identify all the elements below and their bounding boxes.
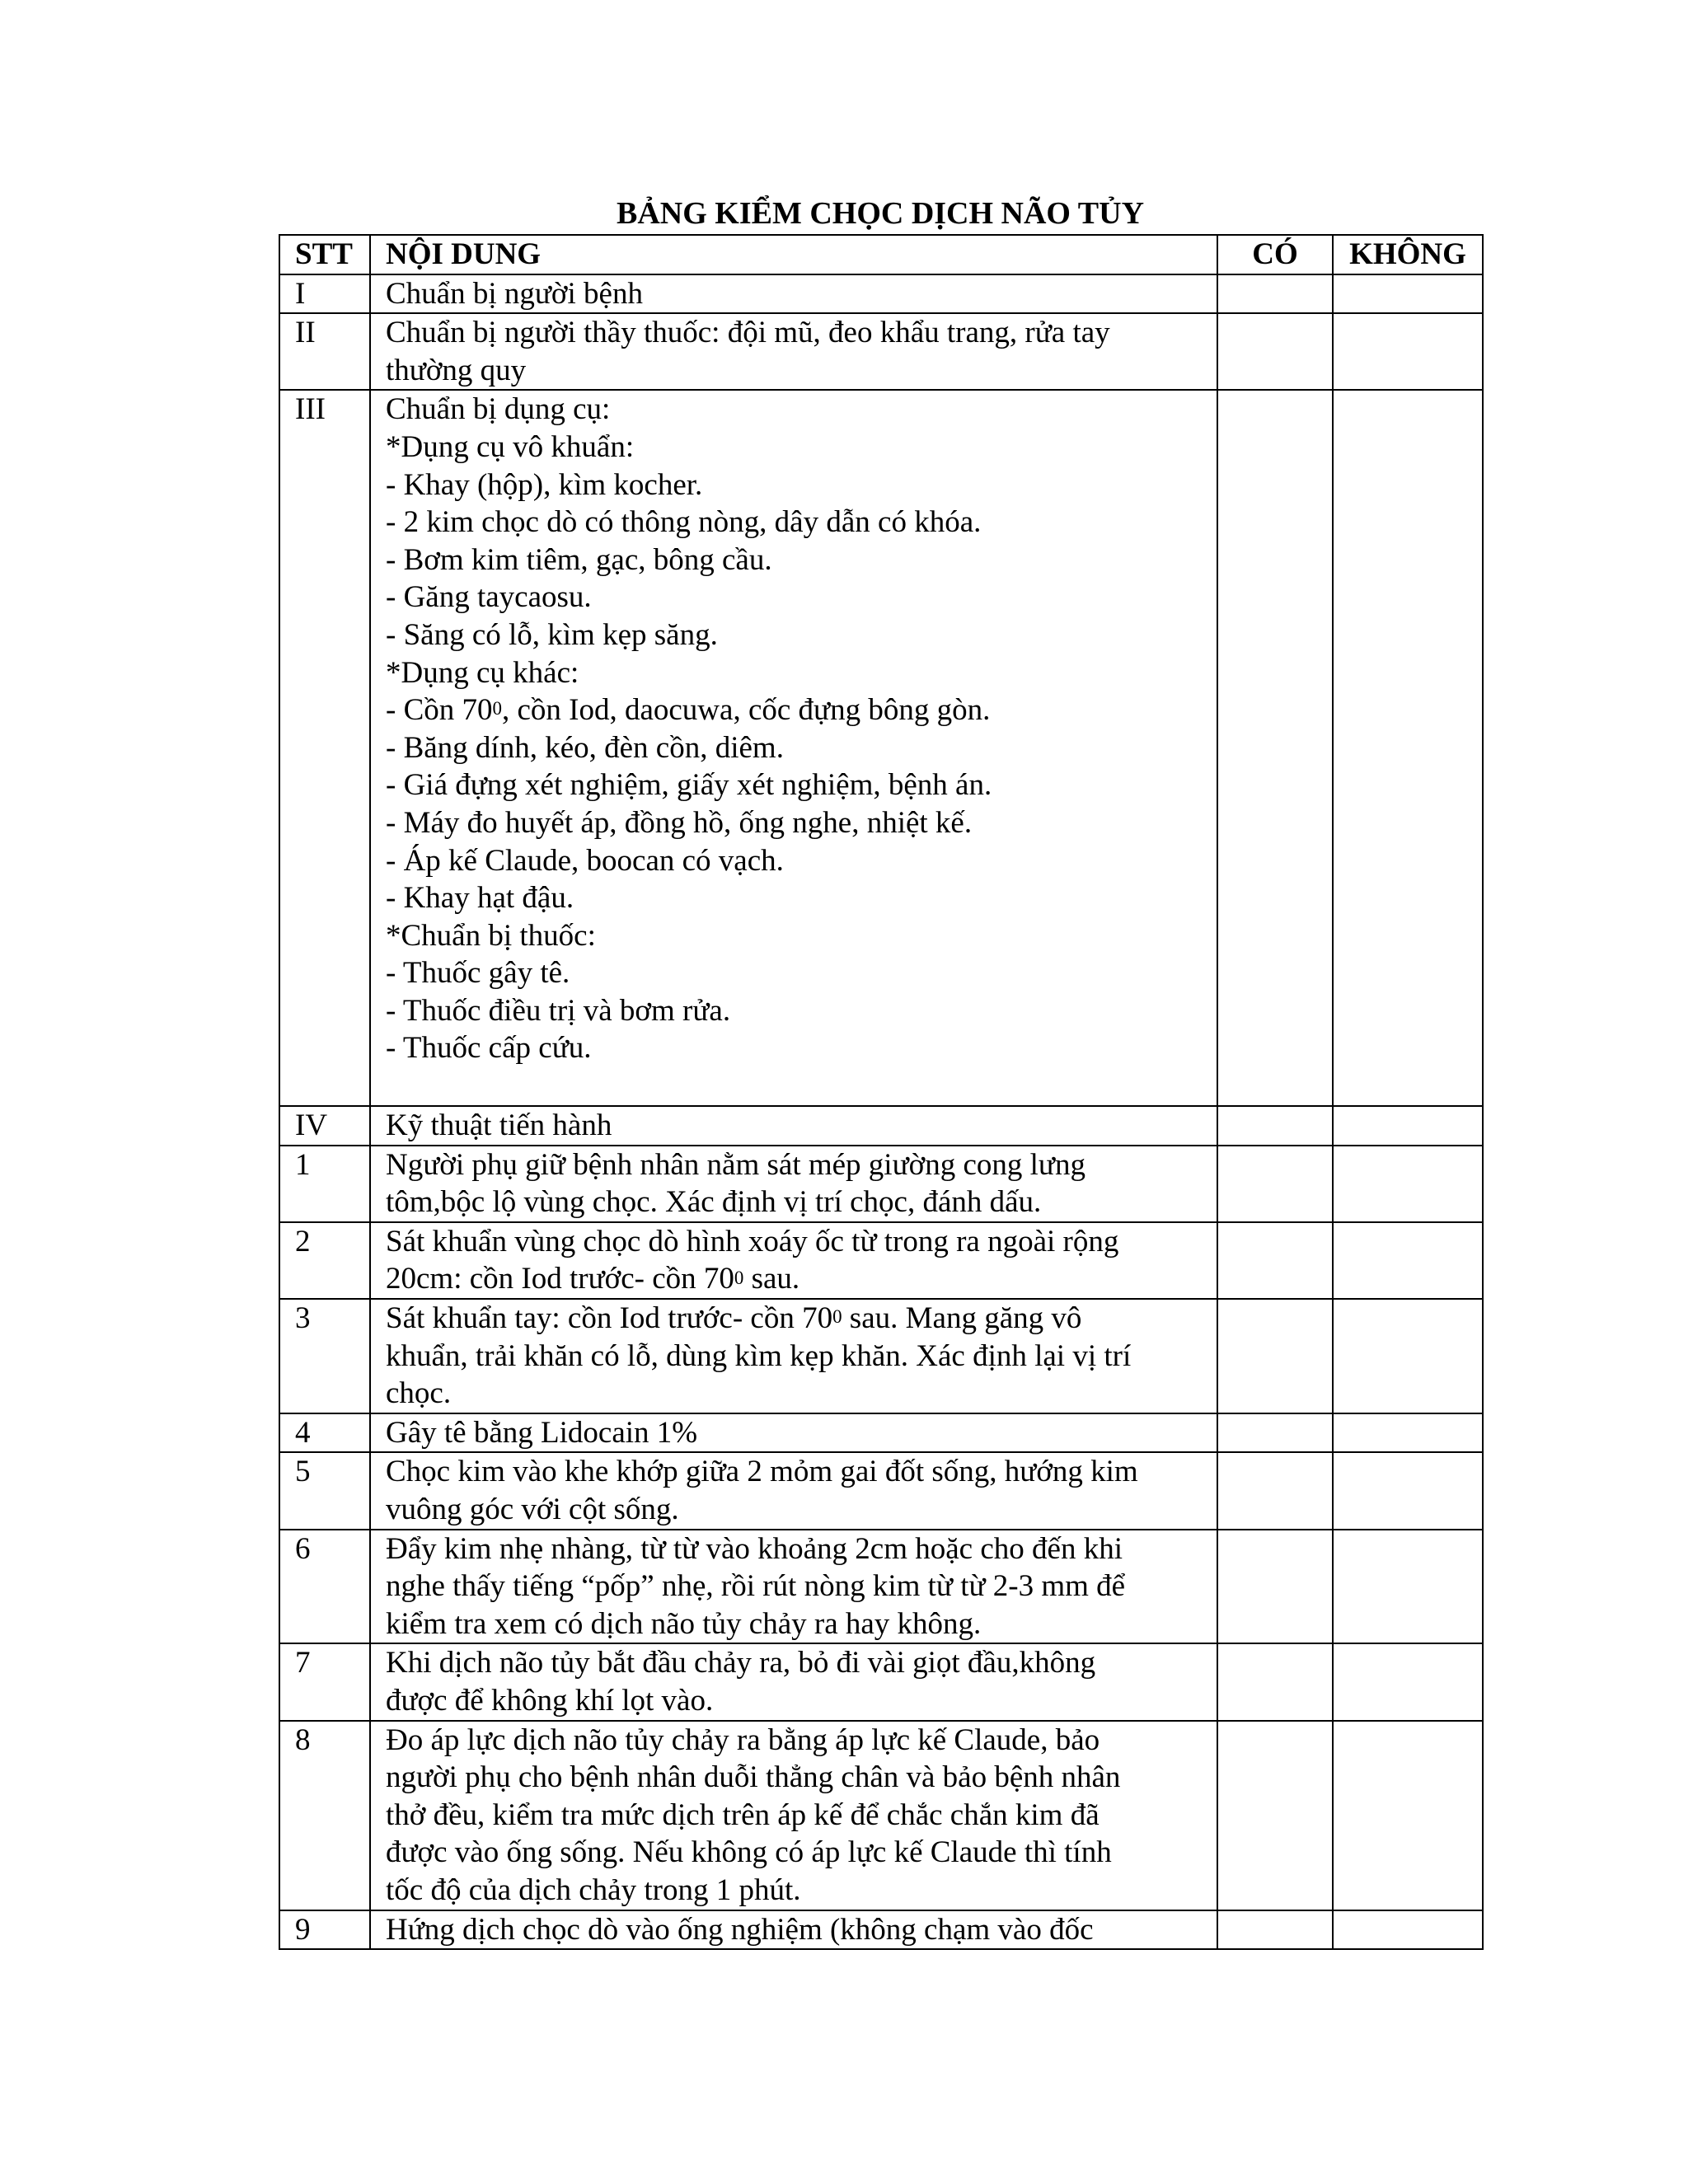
table-row — [279, 1106, 1483, 1146]
row-khong-cell[interactable] — [1333, 1146, 1483, 1222]
content-line: tốc độ của dịch chảy trong 1 phút. — [386, 1872, 801, 1907]
row-co-cell[interactable] — [1217, 1299, 1333, 1413]
content-line: - Áp kế Claude, boocan có vạch. — [386, 843, 784, 878]
row-stt: 5 — [279, 1452, 370, 1529]
content-line: *Chuẩn bị thuốc: — [386, 918, 596, 953]
content-line: Đẩy kim nhẹ nhàng, từ từ vào khoảng 2cm hoặc cho đến khi — [386, 1531, 1123, 1566]
row-khong-cell[interactable] — [1333, 1530, 1483, 1644]
table-row — [279, 390, 1483, 1106]
row-stt: 9 — [279, 1910, 370, 1950]
content-line: - Bơm kim tiêm, gạc, bông cầu. — [386, 542, 772, 577]
content-line: - Giá đựng xét nghiệm, giấy xét nghiệm, bệnh án. — [386, 768, 992, 803]
row-khong-cell[interactable] — [1333, 274, 1483, 314]
row-khong-cell[interactable] — [1333, 1452, 1483, 1529]
content-line: - Thuốc gây tê. — [386, 956, 570, 991]
row-khong-cell[interactable] — [1333, 1299, 1483, 1413]
row-stt: 4 — [279, 1413, 370, 1453]
row-co-cell[interactable] — [1217, 1721, 1333, 1910]
row-khong-cell[interactable] — [1333, 1721, 1483, 1910]
superscript-degree: 0 — [832, 1306, 842, 1328]
content-line: - Săng có lỗ, kìm kẹp săng. — [386, 617, 718, 652]
row-stt: III — [279, 390, 370, 1106]
row-khong-cell[interactable] — [1333, 1222, 1483, 1299]
content-line: Người phụ giữ bệnh nhân nằm sát mép giường cong lưng — [386, 1147, 1085, 1182]
row-stt: IV — [279, 1106, 370, 1146]
content-text: sau. — [743, 1262, 800, 1296]
row-noi-dung — [370, 1106, 1217, 1146]
content-line: Chuẩn bị người bệnh — [386, 276, 643, 311]
document-title: BẢNG KIỂM CHỌC DỊCH NÃO TỦY — [616, 196, 1145, 231]
content-text: , cồn Iod, daocuwa, cốc đựng bông gòn. — [501, 693, 991, 728]
row-co-cell[interactable] — [1217, 1146, 1333, 1222]
row-noi-dung — [370, 313, 1217, 390]
row-stt: 3 — [279, 1299, 370, 1413]
row-noi-dung — [370, 1530, 1217, 1644]
content-line: kiểm tra xem có dịch não tủy chảy ra hay không. — [386, 1606, 982, 1641]
row-noi-dung — [370, 1413, 1217, 1453]
table-row — [279, 1530, 1483, 1644]
content-line: vuông góc với cột sống. — [386, 1493, 679, 1526]
row-co-cell[interactable] — [1217, 1413, 1333, 1453]
row-stt: 7 — [279, 1643, 370, 1720]
row-co-cell[interactable] — [1217, 1222, 1333, 1299]
content-line: Gây tê bằng Lidocain 1% — [386, 1415, 698, 1450]
row-co-cell[interactable] — [1217, 1106, 1333, 1146]
content-line: - Găng taycaosu. — [386, 580, 592, 615]
content-line: khuẩn, trải khăn có lỗ, dùng kìm kẹp khăn. Xác định lại vị trí — [386, 1338, 1132, 1373]
content-line: Chuẩn bị dụng cụ: — [386, 392, 611, 427]
row-stt: 8 — [279, 1721, 370, 1910]
header-khong: KHÔNG — [1333, 235, 1483, 274]
content-line: Kỹ thuật tiến hành — [386, 1108, 612, 1143]
content-line: tôm,bộc lộ vùng chọc. Xác định vị trí chọc, đánh dấu. — [386, 1185, 1042, 1220]
header-noi-dung: NỘI DUNG — [370, 235, 1217, 274]
content-line: - Thuốc cấp cứu. — [386, 1031, 592, 1066]
row-khong-cell[interactable] — [1333, 1413, 1483, 1453]
row-stt: II — [279, 313, 370, 390]
content-line: nghe thấy tiếng “pốp” nhẹ, rồi rút nòng kim từ từ 2-3 mm để — [386, 1569, 1126, 1604]
table-row — [279, 1721, 1483, 1910]
table-row — [279, 313, 1483, 390]
row-stt: I — [279, 274, 370, 314]
row-noi-dung — [370, 1910, 1217, 1950]
content-line: - Khay hạt đậu. — [386, 881, 574, 916]
content-line: thường quy — [386, 353, 527, 387]
content-line: - Băng dính, kéo, đèn cồn, diêm. — [386, 730, 784, 765]
content-line: *Dụng cụ vô khuẩn: — [386, 429, 635, 464]
row-noi-dung — [370, 1643, 1217, 1720]
content-text: 20cm: cồn Iod trước- cồn 70 — [386, 1262, 734, 1296]
content-text: - Cồn 70 — [386, 693, 493, 728]
row-khong-cell[interactable] — [1333, 313, 1483, 390]
row-stt: 1 — [279, 1146, 370, 1222]
superscript-degree: 0 — [492, 698, 502, 719]
content-line: *Dụng cụ khác: — [386, 655, 579, 690]
content-line: - Thuốc điều trị và bơm rửa. — [386, 993, 731, 1028]
table-row — [279, 1222, 1483, 1299]
content-text: Sát khuẩn tay: cồn Iod trước- cồn 70 — [386, 1301, 833, 1336]
row-co-cell[interactable] — [1217, 1452, 1333, 1529]
row-noi-dung — [370, 390, 1217, 1106]
content-line — [386, 691, 1202, 729]
content-line: Khi dịch não tủy bắt đầu chảy ra, bỏ đi vài giọt đầu,không — [386, 1646, 1096, 1680]
content-line: được để không khí lọt vào. — [386, 1683, 714, 1718]
content-line: được vào ống sống. Nếu không có áp lực kế Claude thì tính — [386, 1835, 1112, 1870]
row-noi-dung — [370, 1299, 1217, 1413]
row-co-cell[interactable] — [1217, 274, 1333, 314]
row-noi-dung — [370, 1146, 1217, 1222]
table-body — [279, 274, 1483, 1950]
table-row — [279, 1643, 1483, 1720]
row-noi-dung — [370, 1222, 1217, 1299]
content-line: thở đều, kiểm tra mức dịch trên áp kế để chắc chắn kim đã — [386, 1797, 1100, 1832]
row-noi-dung — [370, 274, 1217, 314]
row-co-cell[interactable] — [1217, 1910, 1333, 1950]
table-row — [279, 1413, 1483, 1453]
table-row — [279, 1299, 1483, 1413]
row-co-cell[interactable] — [1217, 1643, 1333, 1720]
header-co: CÓ — [1217, 235, 1333, 274]
content-line: Chọc kim vào khe khớp giữa 2 mỏm gai đốt sống, hướng kim — [386, 1455, 1138, 1489]
content-line: - 2 kim chọc dò có thông nòng, dây dẫn có khóa. — [386, 505, 982, 540]
table-header-row — [279, 235, 1483, 274]
row-co-cell[interactable] — [1217, 1530, 1333, 1644]
superscript-degree: 0 — [734, 1267, 744, 1288]
content-line: người phụ cho bệnh nhân duỗi thẳng chân và bảo bệnh nhân — [386, 1760, 1121, 1795]
row-khong-cell[interactable] — [1333, 1643, 1483, 1720]
table-row — [279, 1910, 1483, 1950]
row-khong-cell[interactable] — [1333, 390, 1483, 1106]
content-line: Đo áp lực dịch não tủy chảy ra bằng áp lực kế Claude, bảo — [386, 1722, 1100, 1757]
content-line: Chuẩn bị người thầy thuốc: đội mũ, đeo khẩu trang, rửa tay — [386, 316, 1110, 350]
content-line: - Máy đo huyết áp, đồng hồ, ống nghe, nhiệt kế. — [386, 805, 973, 840]
checklist-table — [279, 234, 1484, 1950]
row-khong-cell[interactable] — [1333, 1910, 1483, 1950]
row-stt: 2 — [279, 1222, 370, 1299]
content-line: Hứng dịch chọc dò vào ống nghiệm (không chạm vào đốc — [386, 1912, 1094, 1947]
row-noi-dung — [370, 1721, 1217, 1910]
content-line — [386, 1300, 1202, 1338]
table-row — [279, 274, 1483, 314]
row-co-cell[interactable] — [1217, 390, 1333, 1106]
table-row — [279, 1146, 1483, 1222]
content-line — [386, 1260, 1202, 1298]
content-line: - Khay (hộp), kìm kocher. — [386, 467, 703, 502]
row-co-cell[interactable] — [1217, 313, 1333, 390]
header-stt: STT — [279, 235, 370, 274]
table-row — [279, 1452, 1483, 1529]
row-stt: 6 — [279, 1530, 370, 1644]
blank-line — [386, 1067, 1202, 1105]
content-line: chọc. — [386, 1376, 452, 1411]
row-khong-cell[interactable] — [1333, 1106, 1483, 1146]
content-text: sau. Mang găng vô — [842, 1301, 1082, 1336]
row-noi-dung — [370, 1452, 1217, 1529]
content-line: Sát khuẩn vùng chọc dò hình xoáy ốc từ trong ra ngoài rộng — [386, 1224, 1119, 1258]
